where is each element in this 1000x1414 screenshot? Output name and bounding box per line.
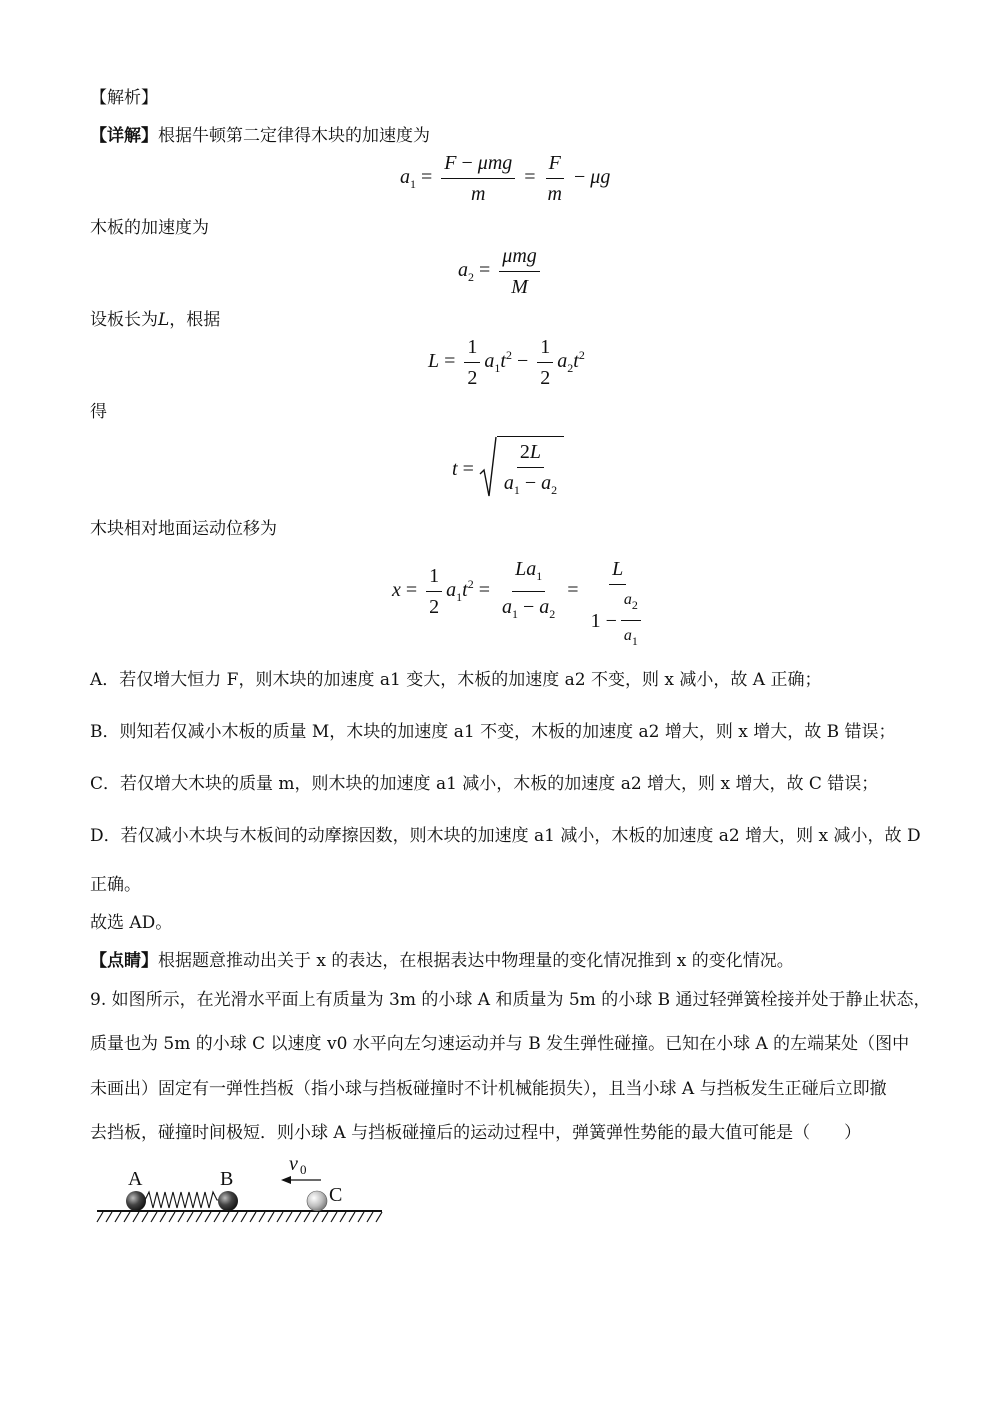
ball-a bbox=[126, 1191, 146, 1211]
option-a bbox=[90, 668, 910, 692]
set-length-text: 设板长为 bbox=[90, 310, 158, 330]
option-c bbox=[90, 772, 910, 796]
ball-b bbox=[218, 1191, 238, 1211]
dianjing-line bbox=[90, 949, 910, 973]
question-line-4: 去挡板，碰撞时间极短．则小球 A 与挡板碰撞后的运动过程中，弹簧弹性势能的最大值可能是（ ） bbox=[90, 1123, 862, 1143]
jiexi-heading: 【解析】 bbox=[90, 88, 158, 108]
xiangjie-line bbox=[90, 124, 910, 148]
question-line-2: 质量也为 5m 的小球 C 以速度 v0 水平向左匀速运动并与 B 发生弹性碰撞。已知在小球 A 的左端某处（图中 bbox=[90, 1034, 910, 1054]
question-line-3: 未画出）固定有一弹性挡板（指小球与挡板碰撞时不计机械能损失），且当小球 A 与挡板发生正碰后立即撤 bbox=[90, 1079, 887, 1099]
set-length-var: L bbox=[158, 310, 170, 330]
option-d bbox=[90, 824, 921, 848]
radical-sign bbox=[479, 436, 497, 498]
xiangjie-text: 根据牛顿第二定律得木块的加速度为 bbox=[158, 126, 430, 146]
option-text: 正确。 bbox=[90, 875, 141, 895]
ball-c bbox=[307, 1191, 327, 1211]
option-text: 若仅增大恒力 F，则木块的加速度 a1 变大，木板的加速度 a2 不变，则 x 减小，故 A 正确； bbox=[119, 670, 822, 690]
option-letter: D． bbox=[90, 826, 121, 846]
option-letter: C． bbox=[90, 774, 121, 794]
equation-length: L = $\frac{1}{2}$ $a_1t^2$ − $\frac{1}{2}$ $a_2t^2$ bbox=[428, 336, 585, 389]
option-letter: B． bbox=[90, 722, 120, 742]
plank-acc-label: 木板的加速度为 bbox=[90, 218, 209, 238]
label-v-sub: 0 bbox=[300, 1162, 307, 1177]
equation-a1: $a_1$ = $\frac{\text{F − μmg}}{m}$ = $\frac{F}{m}$ − μg bbox=[400, 152, 611, 205]
dianjing-tag: 【点睛】 bbox=[90, 951, 158, 971]
option-d-continued bbox=[90, 873, 910, 897]
velocity-arrowhead bbox=[281, 1176, 291, 1184]
option-text: 若仅减小木块与木板间的动摩擦因数，则木块的加速度 a1 减小，木板的加速度 a2 增大，则 x 减小，故 D bbox=[120, 826, 921, 846]
spring-balls-figure bbox=[95, 1152, 390, 1230]
ground-hatching bbox=[97, 1212, 382, 1222]
block-disp-label: 木块相对地面运动位移为 bbox=[90, 519, 277, 539]
set-length-tail: ，根据 bbox=[169, 310, 221, 330]
option-letter: A． bbox=[90, 670, 120, 690]
question-line-1: 9. 如图所示，在光滑水平面上有质量为 3m 的小球 A 和质量为 5m 的小球 B 通过轻弹簧栓接并处于静止状态， bbox=[90, 990, 931, 1010]
label-b: B bbox=[220, 1168, 234, 1190]
xiangjie-tag: 【详解】 bbox=[90, 126, 158, 146]
option-text: 若仅增大木块的质量 m，则木块的加速度 a1 减小，木板的加速度 a2 增大，则 x 增大，故 C 错误； bbox=[120, 774, 879, 794]
option-b bbox=[90, 720, 910, 744]
label-a: A bbox=[128, 1168, 143, 1190]
spring bbox=[145, 1192, 219, 1208]
label-v: v bbox=[289, 1153, 298, 1175]
equation-time: t = $\frac{2L}{a_1 - a_2}$ bbox=[452, 436, 564, 503]
set-length-line bbox=[90, 308, 910, 332]
equation-a2: $a_2$ = $\frac{\text{μmg}}{M}$ bbox=[458, 243, 544, 300]
label-c: C bbox=[329, 1184, 343, 1206]
de-label: 得 bbox=[90, 402, 107, 422]
equation-displacement: x = $\frac{1}{2}$ $a_1t^2$ = $\frac{La_1}{a_1 - a_2}$ = L 1 − $\frac{a_2}{a_1}$ bbox=[392, 556, 652, 654]
option-text: 则知若仅减小木板的质量 M，木块的加速度 a1 不变，木板的加速度 a2 增大，则 x 增大，故 B 错误； bbox=[119, 722, 896, 742]
answer-line: 故选 AD。 bbox=[90, 913, 173, 933]
dianjing-text: 根据题意推动出关于 x 的表达，在根据表达中物理量的变化情况推到 x 的变化情况。 bbox=[158, 951, 794, 971]
